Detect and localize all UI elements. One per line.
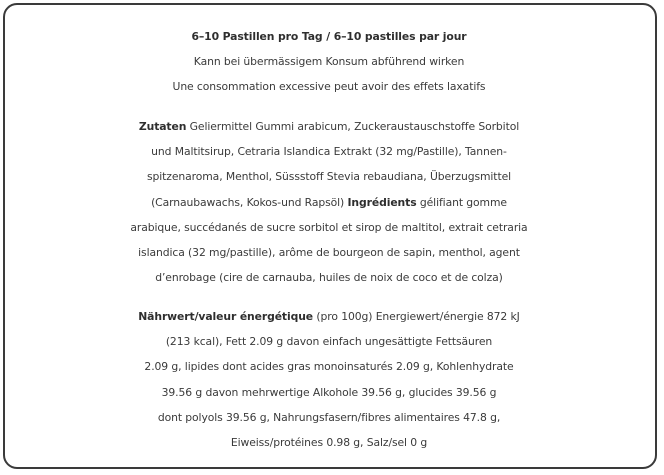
nutrition-section — [14, 304, 644, 455]
ingredients-text-1: Geliermittel Gummi arabicum, Zuckeraustauschstoffe Sorbitol — [189, 120, 520, 133]
nutrition-line-6: Eiweiss/protéines 0.98 g, Salz/sel 0 g — [230, 436, 428, 450]
dosage-section — [14, 24, 644, 100]
nutrition-label: Nährwert/valeur énergétique — [138, 310, 314, 323]
ingredients-label-fr: Ingrédients — [347, 195, 417, 209]
nutrition-line-3: 2.09 g, lipides dont acides gras monoinsaturés 2.09 g, Kohlenhydrate — [144, 360, 514, 374]
ingredients-line-5: arabique, succédanés de sucre sorbitol et sirop de maltitol, extrait cetraria — [130, 220, 528, 234]
nutrition-line-2: (213 kcal), Fett 2.09 g davon einfach ungesättigte Fettsäuren — [165, 335, 493, 349]
nutrition-text-1: (pro 100g) Energiewert/énergie 872 kJ — [316, 310, 520, 323]
ingredients-line-3: spitzenaroma, Menthol, Süssstoff Stevia rebaudiana, Überzugsmittel — [146, 170, 512, 184]
ingredients-line-1 — [14, 114, 644, 139]
ingredients-line-7: d’enrobage (cire de carnauba, huiles de noix de coco et de colza) — [155, 271, 503, 285]
ingredients-text-4: (Carnaubawachs, Kokos-und Rapsöl) — [151, 195, 345, 209]
ingredients-text-4b: gélifiant gomme — [419, 195, 507, 209]
ingredients-label-de: Zutaten — [138, 120, 187, 133]
nutrition-line-4: 39.56 g davon mehrwertige Alkohole 39.56 g, glucides 39.56 g — [161, 385, 497, 399]
ingredients-line-4 — [14, 190, 644, 215]
dosage-title: 6–10 Pastillen pro Tag / 6–10 pastilles par jour — [191, 30, 467, 43]
nutrition-line-5: dont polyols 39.56 g, Nahrungsfasern/fibres alimentaires 47.8 g, — [157, 410, 501, 424]
ingredients-line-2: und Maltitsirup, Cetraria Islandica Extrakt (32 mg/Pastille), Tannen- — [151, 145, 507, 159]
laxative-warning-fr: Une consommation excessive peut avoir des effets laxatifs — [172, 80, 486, 94]
laxative-warning-de: Kann bei übermässigem Konsum abführend wirken — [193, 55, 465, 69]
ingredients-section — [14, 114, 644, 290]
nutrition-line-1 — [14, 304, 644, 329]
ingredients-line-6: islandica (32 mg/pastille), arôme de bourgeon de sapin, menthol, agent — [138, 246, 520, 260]
